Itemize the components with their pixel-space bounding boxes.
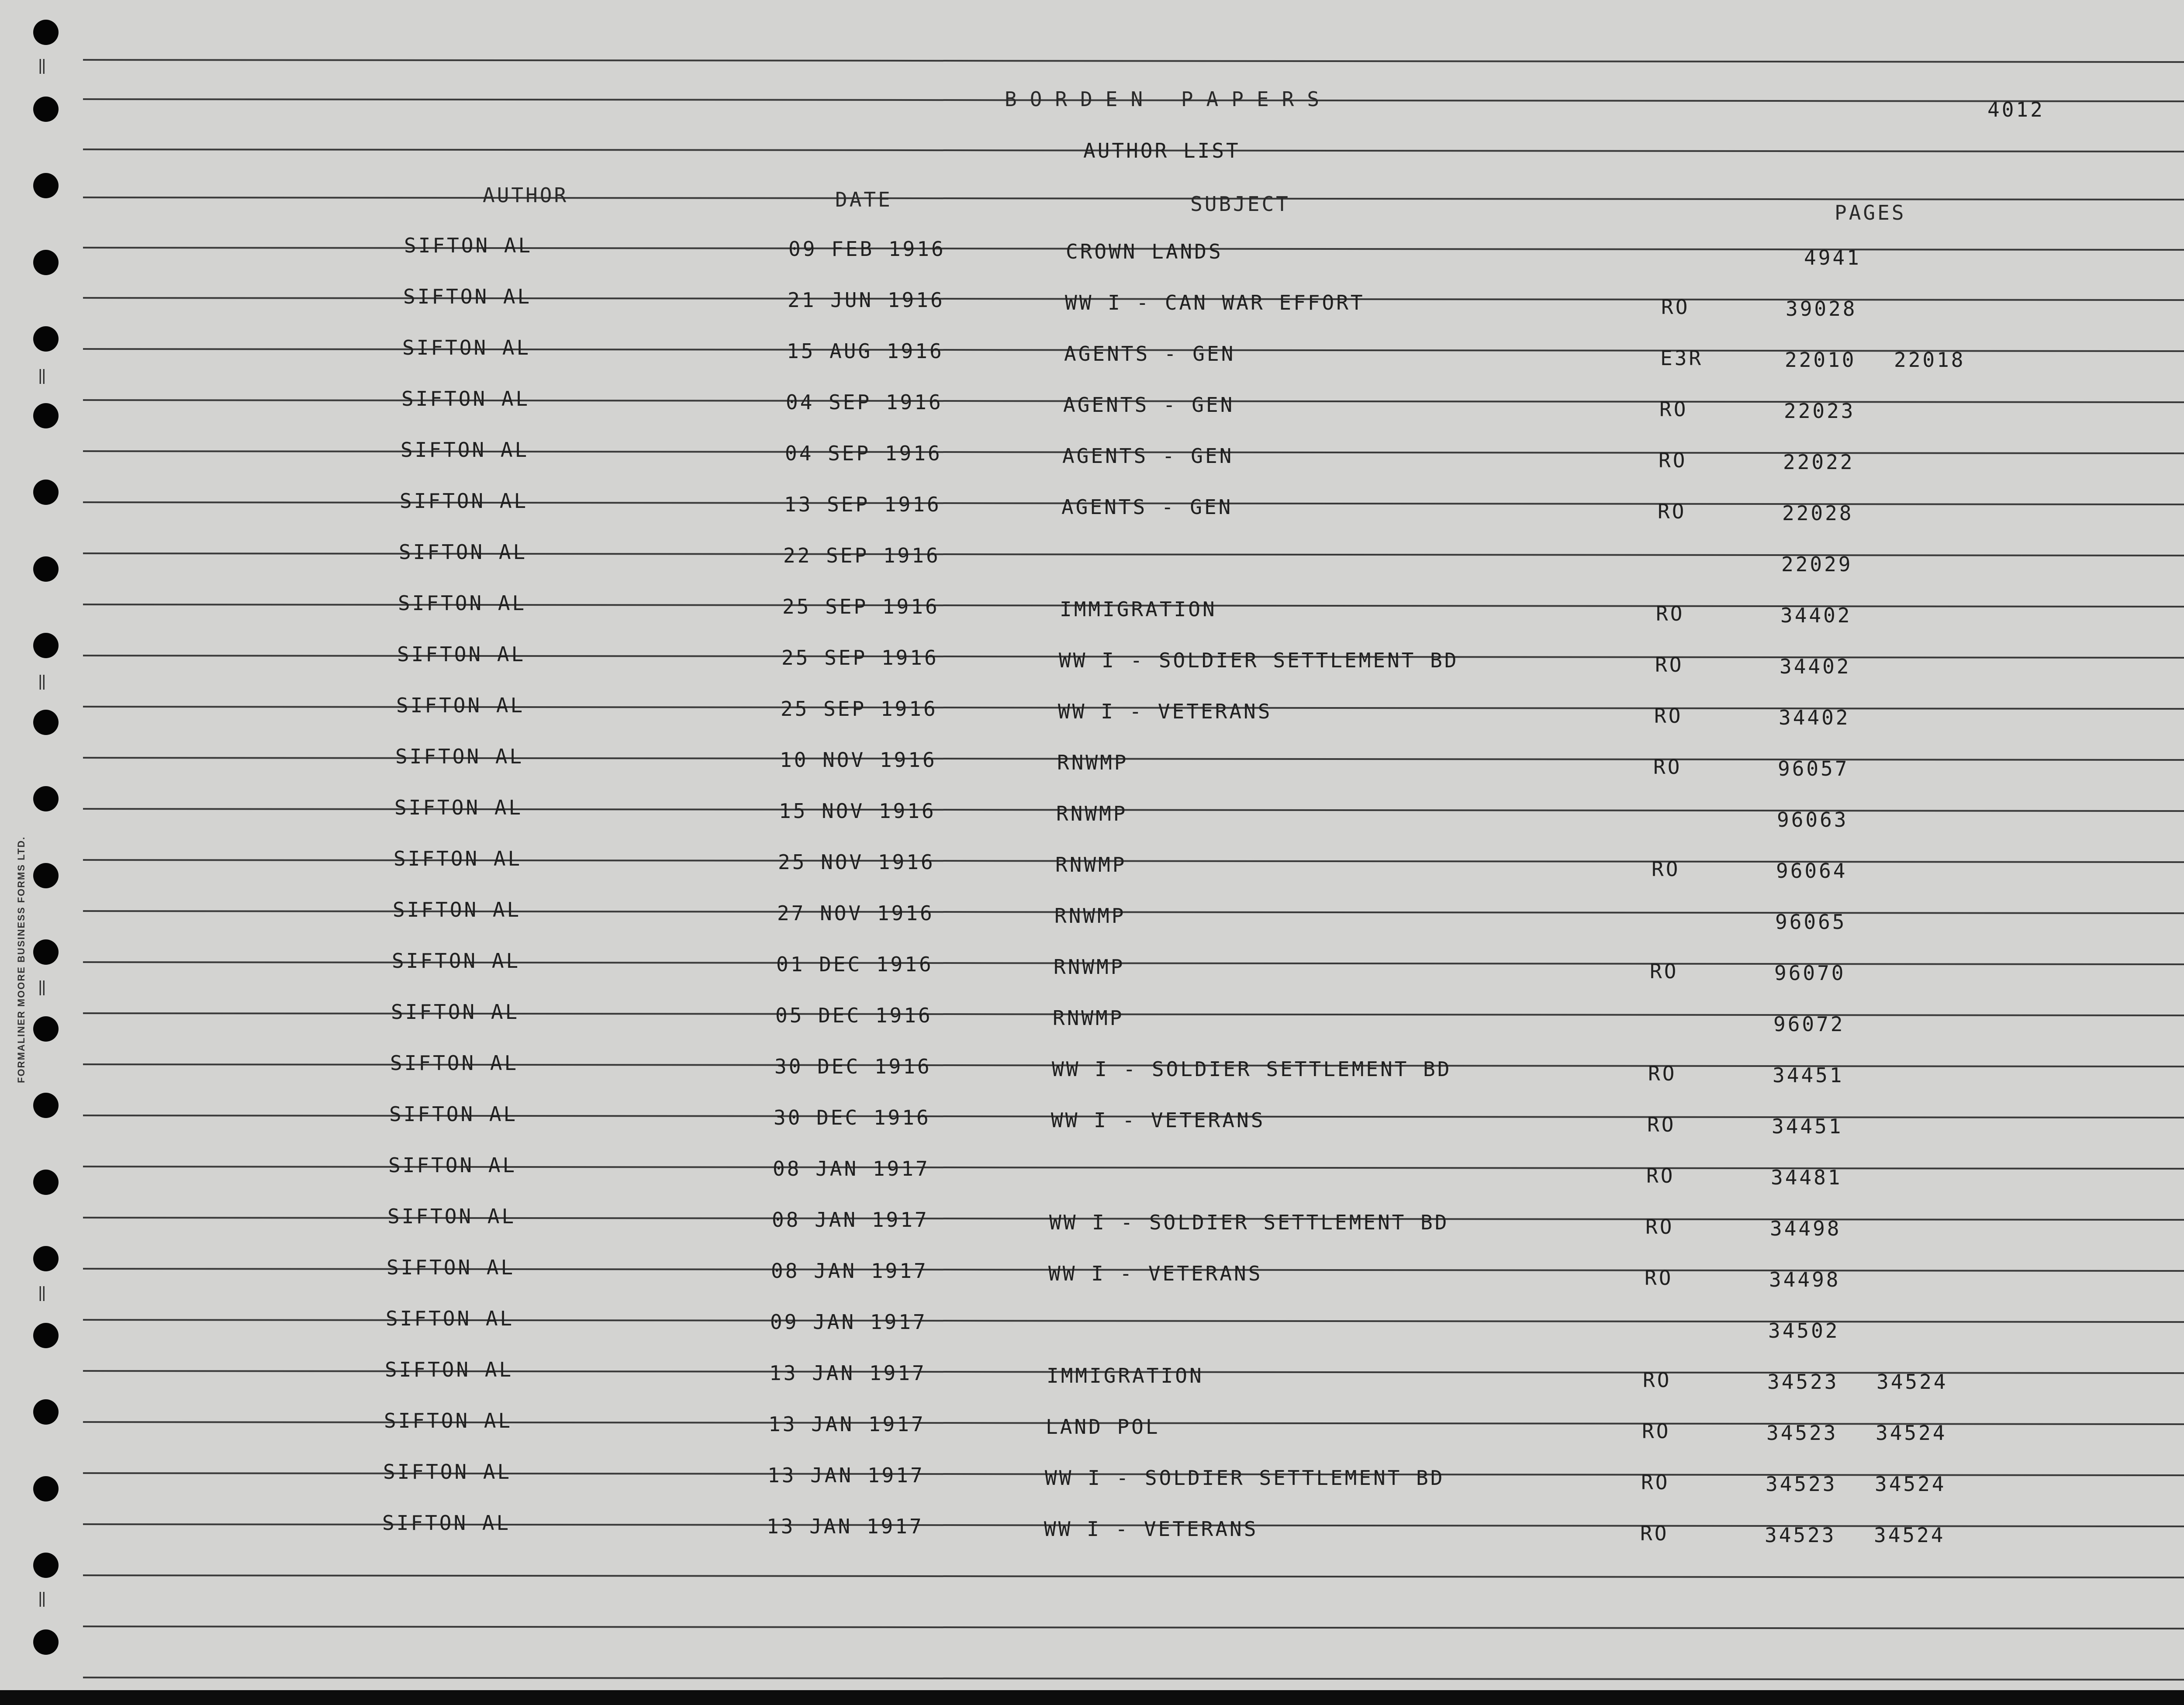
cell-date: 04 SEP 1916 (786, 390, 943, 414)
cell-date: 08 JAN 1917 (772, 1208, 929, 1232)
cell-date: 10 NOV 1916 (780, 748, 937, 772)
cell-page-end: 34524 (1876, 1421, 1947, 1445)
cell-date: 15 AUG 1916 (787, 339, 944, 363)
cell-subject: AGENTS - GEN (1062, 444, 1234, 468)
column-header-author: AUTHOR (483, 183, 569, 207)
cell-page: 22028 (1782, 501, 1854, 525)
cell-date: 08 JAN 1917 (771, 1259, 928, 1283)
ruled-line (83, 1574, 2184, 1578)
ruled-line (83, 1626, 2184, 1629)
cell-author: SIFTON AL (395, 745, 524, 768)
cell-date: 13 JAN 1917 (767, 1515, 924, 1538)
cell-page-end: 22018 (1894, 348, 1966, 372)
cell-subject: RNWMP (1055, 853, 1127, 877)
cell-subject: RNWMP (1053, 1006, 1124, 1030)
document-title: BORDEN PAPERS (1005, 87, 1333, 111)
feed-hole (33, 1553, 59, 1578)
cell-author: SIFTON AL (387, 1256, 515, 1279)
cell-page: 34523 (1766, 1421, 1838, 1445)
cell-author: SIFTON AL (390, 1051, 519, 1075)
feed-hole (33, 480, 59, 505)
cell-code: RO (1659, 397, 1688, 421)
cell-code: RO (1640, 1522, 1669, 1545)
column-header-pages: PAGES (1835, 201, 1906, 224)
cell-code: RO (1647, 1113, 1676, 1136)
cell-page: 34498 (1769, 1268, 1841, 1291)
feed-hole (33, 20, 59, 45)
cell-subject: RNWMP (1056, 802, 1128, 825)
cell-subject: WW I - SOLDIER SETTLEMENT BD (1052, 1057, 1452, 1081)
feed-hole (33, 1323, 59, 1348)
cell-date: 25 SEP 1916 (781, 646, 939, 670)
cell-page: 96063 (1777, 808, 1849, 832)
cell-page: 34502 (1768, 1319, 1840, 1343)
cell-code: RO (1654, 704, 1683, 728)
feed-hole (33, 633, 59, 658)
cell-page: 96064 (1776, 859, 1848, 883)
feed-hole (33, 939, 59, 965)
perforation-mark: ‖ (38, 1284, 48, 1301)
cell-page: 34402 (1780, 604, 1852, 627)
cell-date: 13 JAN 1917 (767, 1463, 925, 1487)
cell-author: SIFTON AL (402, 336, 531, 359)
cell-author: SIFTON AL (385, 1358, 514, 1381)
cell-date: 09 FEB 1916 (788, 237, 946, 261)
ruled-line (83, 552, 2184, 556)
cell-page: 39028 (1786, 297, 1857, 321)
feed-hole (33, 173, 59, 198)
cell-page: 34523 (1767, 1370, 1839, 1394)
cell-subject: WW I - VETERANS (1044, 1517, 1258, 1541)
cell-author: SIFTON AL (401, 387, 530, 411)
cell-date: 25 NOV 1916 (778, 850, 935, 874)
feed-hole (33, 403, 59, 428)
cell-subject: LAND POL (1046, 1415, 1160, 1439)
perforation-mark: ‖ (38, 673, 48, 690)
cell-date: 13 JAN 1917 (769, 1361, 926, 1385)
feed-hole (33, 1629, 59, 1655)
cell-date: 25 SEP 1916 (782, 595, 940, 618)
cell-subject: WW I - VETERANS (1048, 1262, 1263, 1285)
cell-author: SIFTON AL (400, 489, 529, 513)
cell-date: 04 SEP 1916 (785, 442, 942, 465)
cell-code: RO (1652, 857, 1680, 881)
cell-code: RO (1645, 1266, 1673, 1290)
perforation-mark: ‖ (38, 57, 48, 74)
cell-date: 30 DEC 1916 (774, 1106, 931, 1129)
cell-page: 22022 (1783, 450, 1855, 474)
feed-hole (33, 1476, 59, 1501)
cell-date: 25 SEP 1916 (781, 697, 938, 721)
cell-page: 96057 (1778, 757, 1849, 780)
cell-page: 34523 (1765, 1523, 1836, 1547)
cell-code: RO (1661, 295, 1690, 319)
cell-page: 4941 (1804, 246, 1861, 269)
cell-page: 34402 (1779, 706, 1850, 729)
cell-code: RO (1642, 1419, 1671, 1443)
cell-subject: RNWMP (1054, 904, 1126, 928)
cell-subject: IMMIGRATION (1060, 597, 1217, 621)
page-number: 4012 (1987, 98, 2045, 121)
cell-subject: WW I - SOLDIER SETTLEMENT BD (1045, 1466, 1445, 1490)
cell-author: SIFTON AL (388, 1153, 517, 1177)
feed-hole (33, 97, 59, 122)
cell-page: 96065 (1775, 910, 1847, 934)
cell-code: RO (1648, 1062, 1677, 1085)
column-header-subject: SUBJECT (1190, 192, 1290, 216)
cell-author: SIFTON AL (403, 285, 532, 308)
cell-date: 08 JAN 1917 (773, 1157, 930, 1180)
cell-subject: WW I - CAN WAR EFFORT (1065, 291, 1365, 314)
cell-page: 22029 (1781, 552, 1853, 576)
perforation-mark: ‖ (38, 367, 48, 384)
cell-code: RO (1646, 1164, 1675, 1187)
perforation-mark: ‖ (38, 978, 48, 996)
feed-hole (33, 556, 59, 582)
cell-subject: RNWMP (1054, 955, 1125, 979)
cell-author: SIFTON AL (387, 1205, 516, 1228)
cell-author: SIFTON AL (389, 1102, 518, 1126)
cell-page: 34481 (1771, 1166, 1842, 1189)
ruled-line (83, 197, 2184, 200)
cell-author: SIFTON AL (393, 898, 522, 922)
cell-subject: WW I - SOLDIER SETTLEMENT BD (1049, 1211, 1449, 1234)
cell-date: 09 JAN 1917 (770, 1310, 927, 1334)
cell-subject: WW I - VETERANS (1051, 1108, 1265, 1132)
cell-code: RO (1655, 653, 1684, 676)
cell-date: 15 NOV 1916 (779, 799, 936, 823)
cell-subject: AGENTS - GEN (1061, 495, 1233, 519)
cell-author: SIFTON AL (384, 1409, 513, 1432)
cell-code: RO (1658, 500, 1686, 523)
cell-date: 05 DEC 1916 (775, 1004, 933, 1027)
list-subtitle: AUTHOR LIST (1083, 139, 1241, 162)
cell-date: 30 DEC 1916 (774, 1055, 932, 1078)
cell-code: RO (1641, 1470, 1670, 1494)
cell-author: SIFTON AL (397, 642, 526, 666)
cell-page: 34498 (1770, 1217, 1842, 1240)
cell-date: 01 DEC 1916 (776, 953, 933, 976)
cell-code: E3R (1660, 346, 1704, 370)
cell-author: SIFTON AL (398, 591, 527, 615)
cell-page: 22010 (1785, 348, 1856, 372)
cell-page: 34402 (1780, 655, 1851, 678)
cell-subject: IMMIGRATION (1047, 1364, 1204, 1387)
cell-page: 34451 (1772, 1115, 1843, 1138)
cell-date: 22 SEP 1916 (783, 544, 940, 567)
cell-author: SIFTON AL (394, 796, 523, 819)
feed-hole (33, 1246, 59, 1271)
cell-code: RO (1656, 602, 1685, 625)
feed-hole (33, 1093, 59, 1118)
cell-author: SIFTON AL (386, 1307, 515, 1330)
cell-subject: WW I - VETERANS (1058, 700, 1272, 723)
cell-author: SIFTON AL (382, 1511, 511, 1535)
cell-date: 21 JUN 1916 (788, 288, 945, 312)
cell-code: RO (1643, 1368, 1672, 1392)
cell-subject: AGENTS - GEN (1063, 393, 1235, 417)
cell-author: SIFTON AL (392, 949, 521, 973)
cell-author: SIFTON AL (399, 540, 528, 564)
cell-code: RO (1650, 959, 1679, 983)
cell-author: SIFTON AL (404, 234, 533, 257)
feed-hole (33, 326, 59, 352)
cell-code: RO (1653, 755, 1682, 779)
cell-page: 96070 (1774, 961, 1846, 985)
feed-hole (33, 1016, 59, 1042)
feed-hole (33, 1170, 59, 1195)
cell-date: 27 NOV 1916 (777, 901, 934, 925)
feed-hole (33, 710, 59, 735)
form-maker-imprint: FORMALINER MOORE BUSINESS FORMS LTD. (16, 836, 27, 1083)
cell-author: SIFTON AL (394, 847, 522, 870)
cell-date: 13 SEP 1916 (784, 493, 941, 516)
cell-date: 13 JAN 1917 (768, 1412, 926, 1436)
feed-hole (33, 1399, 59, 1425)
cell-author: SIFTON AL (396, 694, 525, 717)
ruled-line (83, 59, 2184, 63)
perforation-mark: ‖ (38, 1590, 48, 1607)
cell-code: RO (1659, 449, 1687, 472)
cell-page-end: 34524 (1876, 1370, 1948, 1394)
cell-subject: CROWN LANDS (1066, 240, 1223, 263)
feed-hole (33, 863, 59, 888)
cell-page: 96072 (1773, 1012, 1845, 1036)
cell-subject: RNWMP (1057, 751, 1129, 774)
ruled-line (83, 1677, 2184, 1681)
cell-author: SIFTON AL (383, 1460, 512, 1484)
cell-author: SIFTON AL (391, 1000, 520, 1024)
column-header-date: DATE (835, 188, 892, 211)
cell-page-end: 34524 (1874, 1523, 1946, 1547)
cell-page: 22023 (1784, 399, 1856, 423)
cell-page: 34523 (1766, 1472, 1837, 1496)
feed-hole (33, 786, 59, 811)
cell-author: SIFTON AL (401, 438, 529, 462)
cell-page: 34451 (1773, 1063, 1844, 1087)
cell-code: RO (1645, 1215, 1674, 1239)
cell-page-end: 34524 (1875, 1472, 1946, 1496)
cell-subject: WW I - SOLDIER SETTLEMENT BD (1059, 649, 1459, 672)
feed-hole (33, 250, 59, 275)
cell-subject: AGENTS - GEN (1064, 342, 1236, 366)
